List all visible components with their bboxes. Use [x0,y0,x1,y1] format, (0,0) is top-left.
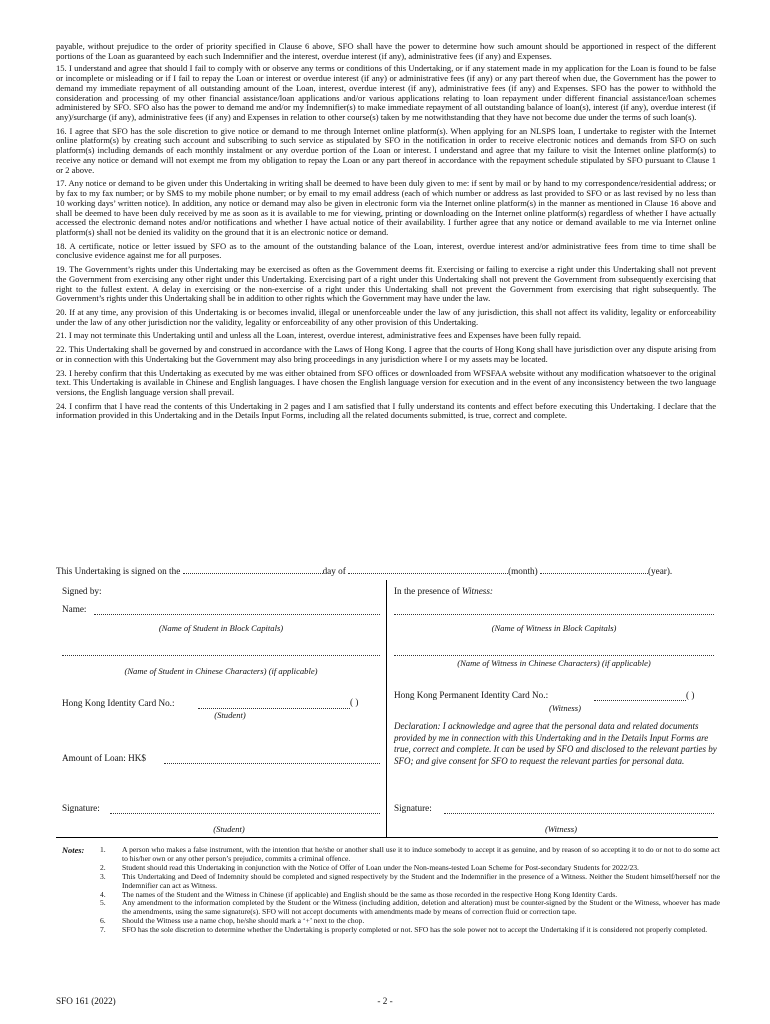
witness-id-label: Hong Kong Permanent Identity Card No.: [394,690,549,700]
signed-date-field[interactable] [183,565,323,574]
note-number: 2. [100,862,106,872]
notes-label: Notes: [62,846,85,855]
note-item [100,846,720,864]
loan-amount-label: Amount of Loan: HK$ [62,753,146,763]
student-chinese-name-caption: (Name of Student in Chinese Characters) (if applicable) [124,666,318,676]
signed-prefix: This Undertaking is signed on the [56,566,181,576]
note-text: The names of the Student and the Witness in Chinese (if applicable) and English should be the same as those recorded in the respective Hong Kong Identity Cards. [122,889,618,899]
signed-month-label: (month) [508,566,538,576]
presence-witness-word: Witness: [461,586,493,596]
note-text: Student should read this Undertaking in conjunction with the Notice of Offer of Loan under the Non-means-tested Loan Scheme for Post-secondary Students for 2022/23. [122,862,639,872]
witness-id-field[interactable] [594,700,686,701]
clause-22: 22. This Undertaking shall be governed by and construed in accordance with the Laws of Hong Kong. I agree that the courts of Hong Kong shall have jurisdiction over any dispute arising from or in connection with this Undertaking but the Government may also bring proceedings in any jurisdiction where I or my assets may be located. [56,344,716,364]
clauses-section [56,42,716,425]
note-text: This Undertaking and Deed of Indemnity should be completed and signed respectively by the Student and the Indemnifier in the presence of a Witness. Neither the Student himself/herself nor the Indemnifier can act as Witness. [122,871,720,890]
clause-continuation: payable, without prejudice to the order of priority specified in Clause 6 above, SFO shall have the power to determine how such amount should be apportioned in respect of the different portions of the Loan as guaranteed by each such Indemnifier and the interest, overdue interest (if any), administrative fees (if any) and Expenses. [56,41,716,61]
note-item [100,899,720,917]
student-name-field[interactable] [94,614,380,615]
note-number: 7. [100,925,106,935]
clause-21: 21. I may not terminate this Undertaking until and unless all the Loan, interest, overdue interest, administrative fees and Expenses have been fully repaid. [56,330,582,341]
witness-chinese-name-caption: (Name of Witness in Chinese Characters) (if applicable) [457,658,651,668]
witness-id-check-digit[interactable]: ( ) [686,690,695,700]
witness-signature-caption: (Witness) [545,824,577,834]
clause-23: 23. I hereby confirm that this Undertaking as executed by me was either obtained from SFO offices or downloaded from WFSFAA website without any modification whatsoever to the original text. This Undertaking is available in Chinese and English languages. I have chosen the English language version for execution and in the event of any inconsistency between the two language versions, the English language version shall prevail. [56,367,716,397]
note-item [100,926,720,935]
signed-day-field[interactable] [348,565,508,574]
note-number: 3. [100,871,106,881]
note-number: 6. [100,916,106,926]
signed-date-line [56,565,718,576]
note-text: A person who makes a false instrument, with the intention that he/she or another shall use it to induce somebody to accept it as genuine, and by reason of so accepting it to do or not to do some act to his/her own or any other person’s prejudice, commits a criminal offence. [122,845,720,863]
form-code: SFO 161 (2022) [56,996,116,1006]
student-name-caption: (Name of Student in Block Capitals) [158,623,284,633]
witness-chinese-name-field[interactable] [394,655,714,656]
signed-day-label: day of [322,566,346,576]
note-number: 5. [100,898,106,908]
note-item [100,873,720,891]
student-id-field[interactable] [198,708,350,709]
student-chinese-name-field[interactable] [62,655,380,656]
student-id-caption: (Student) [214,710,246,720]
student-id-label: Hong Kong Identity Card No.: [62,698,175,708]
student-id-check-digit[interactable]: ( ) [350,697,359,707]
student-signature-label: Signature: [62,803,100,813]
column-divider [386,580,387,838]
clause-18: 18. A certificate, notice or letter issued by SFO as to the amount of the outstanding balance of the Loan, interest, overdue interest and/or administrative fees from time to time shall be conclusive evidence against me for all purposes. [56,240,716,261]
page-number: - 2 - [377,996,393,1006]
student-name-label: Name: [62,604,87,614]
note-text: Should the Witness use a name chop, he/she should mark a ‘+’ next to the chop. [122,916,365,926]
presence-of-witness [394,586,493,596]
note-text: Any amendment to the information completed by the Student or the Witness (including addition, deletion and alteration) must be counter-signed by the Student or the Witness, whoever has made the amendments, using the same signature(s). SFO will not accept documents with amendments made by means of correction fluid or correction tape. [122,898,720,917]
clause-20: 20. If at any time, any provision of this Undertaking is or becomes invalid, illegal or unenforceable under the law of any jurisdiction, this shall not affect its validity, legality or enforceability under the law of any other jurisdiction nor the validity, legality or enforceability of any other provision of this Undertaking. [56,306,716,327]
student-signature-field[interactable] [110,813,380,814]
clause-17: 17. Any notice or demand to be given under this Undertaking in writing shall be deemed to have been duly given to me: if sent by mail or by hand to my correspondence/residential address; or by fax to my fax number; or by SMS to my mobile phone number; or by email to my email address (each of which number or address as last provided to SFO or as last revised by no less than 10 working days’ written notice). In addition, any notice or demand may also be given in electronic form via the Internet online platform(s) in the manner as mentioned in Clause 16 above and shall be deemed to have been duly received by me as soon as it is available to me for viewing, printing or downloading on the Internet online platform(s) regardless of whether I have actually accessed the electronic demand notes and/or notifications and whether I have actual notice of their availability. I further agree that any notice or demand available to me via Internet online platform(s) shall not be denied its validity on the ground that it is an electronic notice or demand. [56,178,716,237]
notes-list [100,846,720,935]
signed-year-label: (year). [648,566,673,576]
student-signature-caption: (Student) [213,824,245,834]
note-number: 4. [100,889,106,899]
clause-15: 15. I understand and agree that should I fail to comply with or observe any terms or conditions of this Undertaking, or if any statement made in my application for the Loan is found to be false or incomplete or misleading or if I fail to repay the Loan or interest or overdue interest (if any) or administrative fees (if any) or any part thereof when due, the Government has the power to demand my immediate repayment of all outstanding amount of the Loan, interest, overdue interest (if any), administrative fees (if any) and Expenses. SFO has the power to withhold the consideration and processing of my other financial assistance/loan applications and/or various applications relating to loan repayment under different financial assistance/loan schemes administered by SFO. SFO also has the power to demand me and/or my Indemnifier(s) to make immediate repayment of all outstanding balance of loan(s), interest (if any), overdue interest (if any)/surcharge (if any), administrative fees (if any) and Expenses in relation to other course(s) taken by me notwithstanding that they have not become due under the terms of such loan(s). [56,63,716,123]
witness-id-caption: (Witness) [549,703,581,713]
presence-prefix: In the presence of [394,586,462,596]
clause-24: 24. I confirm that I have read the contents of this Undertaking in 2 pages and I am satisfied that I fully understand its contents and effect before executing this Undertaking. I declare that the information provided in this Undertaking and in the Details Input Forms, including all the related documents submitted, is true, correct and complete. [56,400,716,421]
witness-name-field[interactable] [394,614,714,615]
witness-signature-field[interactable] [444,813,714,814]
clause-16: 16. I agree that SFO has the sole discretion to give notice or demand to me through Internet online platform(s). When applying for an NLSPS loan, I undertake to register with the Internet online platform(s) by creating such account and subscribing to such service as stipulated by SFO in the notification in order to receive electronic notices and demands from SFO on such platform(s) including demands of each monthly instalment or any overdue portion of the Loan or interest. I understand and agree that my failure to visit the Internet online platform(s) to receive any notice or demand will not exempt me from my obligation to repay the Loan or any part thereof in accordance with the repayment schedule stipulated by SFO pursuant to Clause 1 or 2 above. [56,125,716,175]
loan-amount-field[interactable] [164,763,380,764]
section-bottom-rule [56,837,718,838]
note-number: 1. [100,845,106,854]
signed-by-label: Signed by: [62,586,102,596]
witness-name-caption: (Name of Witness in Block Capitals) [491,623,617,633]
clause-19: 19. The Government’s rights under this Undertaking may be exercised as often as the Government deems fit. Exercising or failing to exercise a right under this Undertaking shall not prevent the Government from exercising any other right under this Undertaking. Exercising part of a right under this Undertaking shall not prevent the Government from subsequently exercising that right to the fullest extent. A delay in exercising or the non-exercise of a right under this Undertaking shall not prevent the Government from exercising that right subsequently. The Government’s rights under this Undertaking shall be in addition to other rights which the Government may have under the law. [56,264,716,304]
witness-signature-label: Signature: [394,803,432,813]
witness-declaration: Declaration: I acknowledge and agree that the personal data and related documents provided by me in connection with this Undertaking and in the Details Input Forms are true, correct and complete. It can be used by SFO and disclosed to the relevant parties by SFO; and give consent for SFO to request the relevant parties for personal data. [394,721,717,766]
note-text: SFO has the sole discretion to determine whether the Undertaking is properly completed or not. SFO has the sole power not to accept the Undertaking if it is considered not properly completed. [122,925,708,935]
signed-month-field[interactable] [540,565,648,574]
